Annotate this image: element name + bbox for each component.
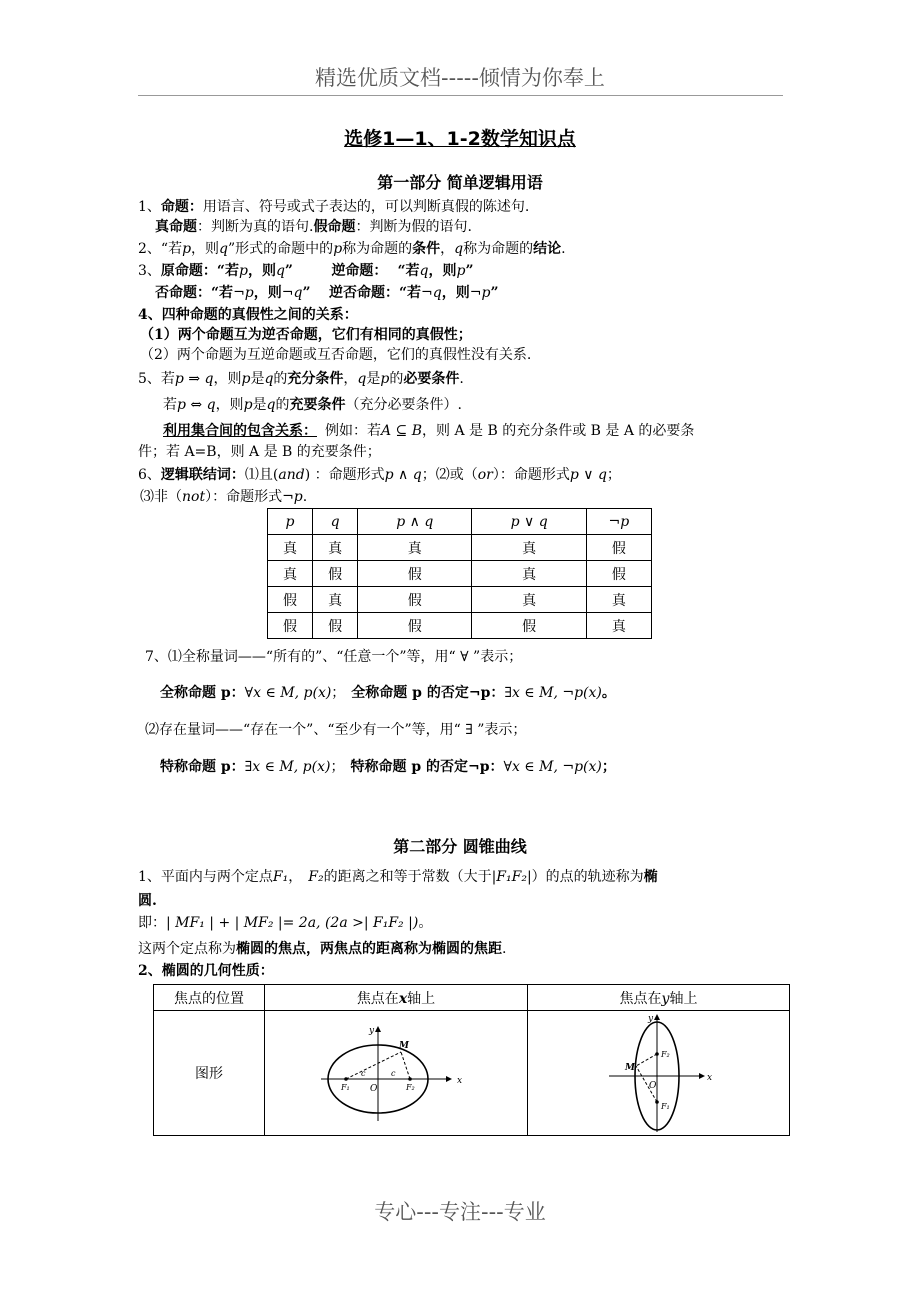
line-existential-quantifier: ⑵存在量词——“存在一个”、“至少有一个”等，用“ ∃ ”表示； — [145, 722, 527, 738]
text: 的 — [273, 371, 288, 387]
term-existential-negation: 特称命题 p 的否定¬p： — [350, 759, 504, 775]
text: 这两个定点称为 — [138, 941, 236, 957]
line-contrapositive-rule: （1）两个命题互为逆否命题，它们有相同的真假性； — [140, 327, 472, 343]
part1-heading: 第一部分 简单逻辑用语 — [377, 173, 543, 192]
table-cell: 图形 — [154, 1011, 265, 1136]
dashed-segment — [401, 1052, 410, 1079]
line-ellipse-definition — [138, 868, 658, 886]
table-row — [268, 613, 652, 639]
term-ellipse: 圆 — [138, 893, 152, 909]
text: . — [561, 241, 566, 257]
text: ， — [288, 869, 303, 885]
line-inverse-contrapositive — [155, 284, 499, 302]
text: 焦点在 — [619, 990, 662, 1007]
truth-table — [267, 508, 652, 639]
text: 的 — [275, 397, 290, 413]
term-ellipse: 椭 — [643, 869, 658, 885]
line-converse-rule: （2）两个命题为互逆命题或互否命题，它们的真假性没有关系. — [140, 347, 532, 363]
math-exists-not: ∃x ∈ M, ¬p(x) — [504, 685, 602, 701]
word-not: not — [182, 489, 206, 505]
text: ，则 — [191, 241, 220, 257]
line-truth-relations: 4、四种命题的真假性之间的关系： — [138, 307, 358, 323]
math-f2: F₂ — [308, 869, 324, 885]
focus-point — [655, 1100, 659, 1104]
text: 2、“若 — [138, 241, 183, 257]
line-original-converse — [138, 262, 474, 280]
term-sufficient: 充分条件 — [287, 371, 344, 387]
line-set-inclusion — [163, 422, 694, 440]
vertical-ellipse-figure — [604, 1012, 714, 1134]
text: ； — [606, 467, 621, 483]
table-cell: 真 — [358, 535, 472, 561]
focus-label-f2: F₂ — [660, 1050, 670, 1059]
text: ⑴且( — [244, 467, 279, 483]
line-necessary-sufficient — [163, 396, 462, 414]
line-negation — [140, 488, 307, 506]
item-number: 1、 — [138, 199, 161, 215]
math-q: q — [219, 241, 229, 257]
text: 轴上 — [407, 990, 436, 1007]
math-f1: F₁ — [272, 869, 289, 885]
header-cell: p — [268, 509, 313, 535]
table-cell: 假 — [586, 535, 651, 561]
word-or: or — [477, 467, 493, 483]
table-cell: 假 — [358, 561, 472, 587]
term-necessary: 必要条件 — [403, 371, 460, 387]
text: ； — [330, 759, 345, 775]
table-cell: 真 — [268, 561, 313, 587]
line-existential-proposition — [160, 758, 616, 776]
math-p: p — [241, 371, 251, 387]
math-or: p ∨ q — [569, 467, 607, 483]
line-sufficient-necessary — [138, 370, 464, 388]
text: 是 — [252, 397, 267, 413]
math-iff: p ⇔ q — [177, 397, 216, 413]
text: ，则 — [215, 397, 244, 413]
table-cell: 假 — [268, 587, 313, 613]
math-not-q: ¬q — [421, 285, 442, 301]
text: ” — [284, 263, 293, 279]
horizontal-ellipse-figure — [321, 1023, 471, 1123]
text: 即： — [138, 915, 166, 931]
math-p: p — [456, 263, 466, 279]
text: ，则 — [213, 371, 242, 387]
focus-point — [408, 1077, 412, 1081]
header-cell — [265, 985, 528, 1011]
term-converse: 逆命题： — [331, 263, 388, 279]
text: 1、平面内与两个定点 — [138, 869, 273, 885]
term-connectives: 逻辑联结词： — [160, 467, 245, 483]
word-and: and — [278, 467, 305, 483]
text: ）：命题形式 — [492, 467, 570, 483]
table-cell: 假 — [586, 561, 651, 587]
math-q: q — [275, 263, 285, 279]
definition-text: 用语言、符号或式子表达的，可以判断真假的陈述句. — [202, 199, 530, 215]
table-cell: 真 — [472, 561, 586, 587]
origin-label: O — [370, 1084, 378, 1094]
math-implies: p ⇒ q — [174, 371, 214, 387]
distance-label-c: c — [361, 1069, 366, 1078]
text: 的距离之和等于常数（大于 — [323, 869, 492, 885]
text: ，则 A 是 B 的充分条件或 B 是 A 的必要条 — [422, 423, 695, 439]
definition-text: ：判断为真的语句. — [197, 219, 314, 235]
math-q: q — [454, 241, 464, 257]
part2-heading: 第二部分 圆锥曲线 — [393, 837, 527, 856]
text: 称为命题的 — [463, 241, 534, 257]
text: ，则 — [247, 263, 276, 279]
term-set-inclusion: 利用集合间的包含关系： — [163, 423, 317, 439]
text: ， — [440, 241, 455, 257]
table-cell: 真 — [472, 535, 586, 561]
math-q: q — [357, 371, 367, 387]
page-header: 精选优质文档-----倾情为你奉上 — [315, 66, 605, 90]
table-cell: 假 — [313, 613, 358, 639]
text: ”形式的命题中的 — [228, 241, 334, 257]
line-set-equal: 件；若 A=B，则 A 是 B 的充要条件； — [138, 444, 381, 460]
focus-label-f2: F₂ — [406, 1083, 415, 1092]
axis-label-x: x — [706, 1073, 712, 1083]
line-true-false — [155, 218, 472, 236]
math-subset: A ⊆ B — [381, 423, 423, 439]
text: ” — [490, 285, 499, 301]
term-proposition: 命题： — [160, 199, 203, 215]
text: “若 — [397, 263, 420, 279]
table-row — [268, 587, 652, 613]
math-not-p: ¬p — [469, 285, 491, 301]
page-footer: 专心---专注---专业 — [374, 1200, 546, 1224]
line-ellipse-equation — [138, 914, 432, 932]
text: 轴上 — [669, 990, 698, 1007]
figure-cell-horizontal — [265, 1011, 528, 1136]
header-cell: 焦点的位置 — [154, 985, 265, 1011]
text: 是 — [366, 371, 381, 387]
math-exists: ∃x ∈ M, p(x) — [244, 759, 331, 775]
text: 例如：若 — [325, 423, 381, 439]
line-condition-conclusion — [138, 240, 566, 258]
text: ” — [465, 263, 474, 279]
table-cell: 真 — [586, 587, 651, 613]
math-p: p — [238, 263, 248, 279]
math-p: p — [243, 397, 253, 413]
text: 焦点在 — [356, 990, 399, 1007]
header-cell: p ∨ q — [472, 509, 586, 535]
text: “若 — [216, 263, 239, 279]
text: 。 — [418, 915, 433, 931]
document-title: 选修1—1、1-2数学知识点 — [344, 128, 576, 150]
math-q: q — [264, 371, 274, 387]
header-cell: q — [313, 509, 358, 535]
table-header-row — [154, 985, 790, 1011]
term-true-proposition: 真命题 — [155, 219, 197, 235]
header-rule — [138, 95, 783, 96]
term-universal: 全称命题 p： — [160, 685, 245, 701]
text: . — [302, 489, 308, 505]
header-cell: p ∧ q — [358, 509, 472, 535]
math-not-p: ¬p — [282, 489, 303, 505]
distance-label-c: c — [391, 1069, 396, 1078]
line-connectives — [138, 466, 621, 484]
text: . — [502, 941, 507, 957]
table-cell: 真 — [268, 535, 313, 561]
text: 称为命题的 — [342, 241, 413, 257]
term-original: 原命题： — [160, 263, 217, 279]
focus-label-f1: F₁ — [660, 1102, 670, 1111]
table-cell: 真 — [472, 587, 586, 613]
text: ，则 — [253, 285, 282, 301]
math-f1f2-abs: |F₁F₂| — [491, 869, 532, 885]
definition-text: ：判断为假的语句. — [355, 219, 472, 235]
text: ；⑵或（ — [421, 467, 478, 483]
table-row — [268, 535, 652, 561]
header-cell — [528, 985, 790, 1011]
focus-point — [655, 1052, 659, 1056]
table-cell: 真 — [313, 535, 358, 561]
term-existential: 特称命题 p： — [160, 759, 245, 775]
point-label-m: M — [399, 1041, 409, 1051]
text: ，则 — [441, 285, 470, 301]
math-not-q: ¬q — [281, 285, 303, 301]
term-foci: 椭圆的焦点，两焦点的距离称为椭圆的焦距 — [236, 941, 502, 957]
focus-point — [344, 1077, 348, 1081]
table-cell: 真 — [586, 613, 651, 639]
text: ）的点的轨迹称为 — [531, 869, 644, 885]
table-cell: 假 — [358, 613, 472, 639]
table-row — [268, 561, 652, 587]
term-false-proposition: 假命题 — [313, 219, 356, 235]
figure-cell-vertical — [528, 1011, 790, 1136]
text: “若 — [211, 285, 234, 301]
term-iff: 充要条件 — [289, 397, 346, 413]
line-proposition — [138, 198, 529, 216]
math-forall-not: ∀x ∈ M, ¬p(x) — [503, 759, 602, 775]
term-contrapositive: 逆否命题： — [328, 285, 399, 301]
line-ellipse-properties: 2、椭圆的几何性质： — [138, 963, 274, 979]
origin-label: O — [648, 1081, 656, 1091]
table-cell: 真 — [313, 587, 358, 613]
point-label-m: M — [624, 1063, 635, 1073]
axis-label-y: y — [647, 1014, 653, 1024]
line-universal-quantifier: 7、⑴全称量词——“所有的”、“任意一个”等，用“ ∀ ”表示； — [145, 649, 523, 665]
text: . — [459, 371, 464, 387]
term-inverse: 否命题： — [155, 285, 211, 301]
text: 是 — [250, 371, 265, 387]
item-number: 3、 — [138, 263, 161, 279]
table-cell: 假 — [472, 613, 586, 639]
line-ellipse-definition-end — [138, 892, 157, 910]
text: ， — [343, 371, 358, 387]
text: （充分必要条件）. — [345, 397, 462, 413]
table-cell: 假 — [268, 613, 313, 639]
text: ” — [302, 285, 311, 301]
line-foci — [138, 940, 506, 958]
text: ⑶非（ — [140, 489, 182, 505]
header-cell: ¬p — [586, 509, 651, 535]
line-universal-proposition — [160, 684, 616, 702]
text: 。 — [601, 685, 616, 701]
item-number: 6、 — [138, 467, 161, 483]
math-q: q — [419, 263, 429, 279]
text: 的 — [389, 371, 404, 387]
text: ，则 — [428, 263, 457, 279]
text: 若 — [163, 397, 177, 413]
ellipse-properties-table — [153, 984, 790, 1136]
text: “若 — [398, 285, 422, 301]
table-row — [154, 1011, 790, 1136]
math-p: p — [380, 371, 390, 387]
text: ）：命题形式 — [205, 489, 283, 505]
table-cell: 假 — [358, 587, 472, 613]
term-conclusion: 结论 — [533, 241, 562, 257]
text: ； — [331, 685, 346, 701]
math-x: x — [398, 990, 408, 1007]
math-q: q — [266, 397, 276, 413]
math-ellipse-sum: | MF₁ | + | MF₂ |= 2a, (2a >| F₁F₂ |) — [166, 915, 419, 931]
axis-label-x: x — [457, 1076, 463, 1086]
math-p: p — [182, 241, 192, 257]
math-p: p — [333, 241, 343, 257]
math-and: p ∧ q — [384, 467, 422, 483]
text: . — [152, 893, 157, 909]
text: ) ：命题形式 — [304, 467, 385, 483]
math-y: y — [661, 990, 670, 1007]
math-not-p: ¬p — [233, 285, 254, 301]
focus-label-f1: F₁ — [341, 1083, 350, 1092]
table-cell: 假 — [313, 561, 358, 587]
math-forall: ∀x ∈ M, p(x) — [244, 685, 332, 701]
text: 5、若 — [138, 371, 175, 387]
truth-table-header — [268, 509, 652, 535]
axis-label-y: y — [369, 1026, 375, 1036]
term-condition: 条件 — [412, 241, 441, 257]
text: ； — [601, 759, 616, 775]
term-universal-negation: 全称命题 p 的否定¬p： — [351, 685, 505, 701]
dashed-segment — [636, 1054, 657, 1066]
